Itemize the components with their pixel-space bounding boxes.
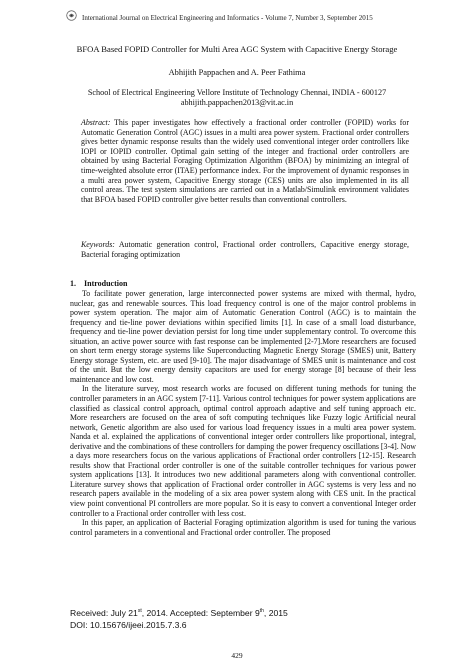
section-body [70,289,416,537]
keywords-text: Automatic generation control, Fractional order controllers, Capacitive energy storage, Bacterial foraging optimization [81,240,409,259]
paper-authors: Abhijith Pappachen and A. Peer Fathima [168,68,306,77]
journal-logo-icon [66,10,77,21]
author-email: abhijith.pappachen2013@vit.ac.in [180,98,294,107]
abstract-label: Abstract: [81,118,111,127]
section-number: 1. [70,279,76,288]
keywords-label: Keywords: [81,240,115,249]
section-heading [70,279,127,289]
page-number: 429 [231,651,243,660]
section-title: Introduction [84,279,128,288]
journal-header-text: International Journal on Electrical Engineering and Informatics - Volume 7, Number 3, September 2015 [82,14,373,22]
affiliation-line: School of Electrical Engineering Vellore Institute of Technology Chennai, INDIA - 600127 [87,88,387,97]
body-paragraph: In this paper, an application of Bacterial Foraging optimization algorithm is used for tuning the various control parameters in a conventional and Fractional order controller. The proposed [70,518,416,537]
doi: DOI: 10.15676/ijeei.2015.7.3.6 [70,620,187,630]
keywords [81,240,409,259]
author-affiliation [40,88,434,108]
body-paragraph: In the literature survey, most research works are focused on different tuning methods for tuning the controller parameters in an AGC system [7-11]. Various control techniques for power system applications are classified as classical control approach, optimal control approach adaptive and self tuning approach etc. More researchers are focused on the area of soft computing techniques like Fuzzy logic Artificial neural network, Genetic algorithm are also used for various load frequency issues in a multi area power system. Nanda et al. explained the applications of conventional integer order controllers like proportional, integral, derivative and the combinations of these controllers for damping the power frequency oscillations [3-4]. Now a days more researchers focus on the various applications of Fractional order controllers [12-15]. Research results show that Fractional order controller is one of the suitable controller techniques for various power system applications [13]. It introduces two new additional parameters along with conventional controller. Literature survey shows that application of Fractional order controller in AGC systems is very less and no research papers available in the modeling of a six area power system along with CES unit. In the practical view point conventional PI controllers are more popular. So it is easy to convert a conventional Integer order controller to a Fractional order controller with less cost. [70,384,416,518]
paper-title: BFOA Based FOPID Controller for Multi Area AGC System with Capacitive Energy Storage [76,44,398,54]
accepted-sup: th [259,608,264,614]
body-paragraph: To facilitate power generation, large interconnected power systems are mixed with thermal, hydro, nuclear, gas and renewable sources. This load frequency control is one of the major control problems in power system operation. The major aim of Automatic Generation Control (AGC) is to maintain the frequency and tie-line power deviations within specified limits [1]. In case of a small load disturbance, frequency and tie-line power deviation persist for long time under supplementary control. To overcome this situation, an active power source with fast response can be implemented [2-7].More researchers are focused on short term energy storage systems like Superconducting Magnetic Energy Storage (SMES) unit, Battery Energy storage System, etc. are used [9-10]. The major disadvantage of SMES unit is maintenance and cost of the unit. But the low energy density capacitors are used for energy storage [8] because of their less maintenance and low cost. [70,289,416,384]
accepted-suffix: , 2015 [263,607,288,618]
abstract-text: This paper investigates how effectively a fractional order controller (FOPID) works for Automatic Generation Control (AGC) issues in a multi area power system. Fractional order controllers gives better dynamic response results than the widely used conventional integer order controllers like IOPI or IOPID controller. Optimal gain setting of the integer and fractional order controllers are obtained by using Bacterial Foraging Optimization Algorithm (BFOA) by minimizing an integral of time-weighted absolute error (ITAE) performance index. For the improvement of dynamic responses in a multi area power system, Capacitive Energy storage (CES) units are also implemented in its all control areas. The test system simulations are carried out in a Matlab/Simulink environment validates that BFOA based FOPID controller give better results than conventional controllers. [81,118,409,204]
received-accepted-dates [70,606,288,619]
received-sup: st [137,608,142,614]
abstract [81,118,409,204]
received-mid: , 2014. Accepted: September 9 [141,607,260,618]
received-prefix: Received: July 21 [70,607,138,618]
